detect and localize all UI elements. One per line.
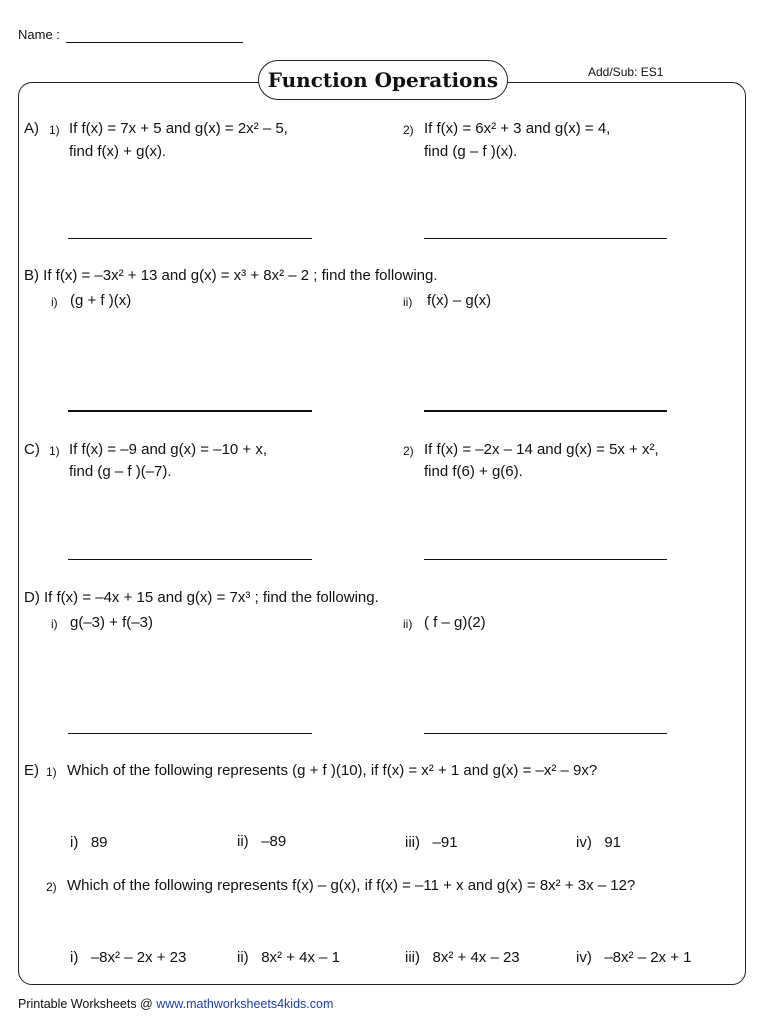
c1-line2: find (g – f )(–7). — [69, 463, 172, 480]
option-value: 8x² + 4x – 1 — [261, 949, 340, 966]
c1-number: 1) — [49, 444, 60, 458]
option-value: –8x² – 2x + 23 — [90, 949, 187, 966]
worksheet-code: Add/Sub: ES1 — [588, 65, 664, 79]
e2-question: Which of the following represents f(x) – g(x), if f(x) = –11 + x and g(x) = 8x² + 3x – 12? — [67, 877, 636, 894]
section-c-letter: C) — [24, 441, 40, 458]
c2-number: 2) — [403, 444, 414, 458]
worksheet-title: Function Operations — [258, 60, 508, 100]
worksheet-frame — [18, 82, 746, 985]
option-value: 8x² + 4x – 23 — [432, 949, 520, 966]
a2-line1: If f(x) = 6x² + 3 and g(x) = 4, — [424, 120, 611, 137]
e2-number: 2) — [46, 880, 57, 894]
footer — [18, 997, 333, 1011]
name-label: Name : — [18, 27, 60, 42]
b-i-number: i) — [51, 295, 58, 309]
option-label: ii) — [237, 833, 249, 850]
e1-option-iii[interactable] — [405, 833, 458, 853]
a2-line2: find (g – f )(x). — [424, 143, 518, 160]
section-b-stem: B) If f(x) = –3x² + 13 and g(x) = x³ + 8x² – 2 ; find the following. — [24, 267, 438, 284]
e1-number: 1) — [46, 765, 57, 779]
section-a-letter: A) — [24, 120, 39, 137]
e2-option-iv[interactable] — [576, 948, 691, 968]
a2-answer-line[interactable] — [424, 238, 667, 239]
option-value: –91 — [432, 834, 458, 851]
a1-line1: If f(x) = 7x + 5 and g(x) = 2x² – 5, — [69, 120, 288, 137]
d-ii-text: ( f – g)(2) — [424, 614, 486, 631]
b-ii-text: f(x) – g(x) — [427, 292, 492, 309]
d-i-number: i) — [51, 617, 58, 631]
e1-option-i[interactable] — [70, 833, 108, 853]
name-line[interactable] — [66, 42, 243, 43]
b-i-answer-line[interactable] — [68, 410, 312, 412]
d-ii-answer-line[interactable] — [424, 733, 667, 734]
b-ii-answer-line[interactable] — [424, 410, 667, 412]
option-label: iv) — [576, 834, 592, 851]
option-value: –8x² – 2x + 1 — [604, 949, 692, 966]
option-label: i) — [70, 949, 79, 966]
b-i-text: (g + f )(x) — [70, 292, 132, 309]
e1-option-ii[interactable] — [237, 832, 286, 852]
option-value: 89 — [90, 834, 108, 851]
section-e-letter: E) — [24, 762, 39, 779]
option-value: 91 — [604, 834, 622, 851]
b-ii-number: ii) — [403, 295, 413, 309]
e2-option-iii[interactable] — [405, 948, 520, 968]
option-label: iii) — [405, 834, 420, 851]
a1-line2: find f(x) + g(x). — [69, 143, 167, 160]
option-label: i) — [70, 834, 79, 851]
footer-site-link[interactable]: www.mathworksheets4kids.com — [156, 997, 334, 1011]
d-i-answer-line[interactable] — [68, 733, 312, 734]
c1-line1: If f(x) = –9 and g(x) = –10 + x, — [69, 441, 268, 458]
a2-number: 2) — [403, 123, 414, 137]
c2-answer-line[interactable] — [424, 559, 667, 560]
e2-option-i[interactable] — [70, 948, 186, 968]
option-label: ii) — [237, 949, 249, 966]
d-ii-number: ii) — [403, 617, 413, 631]
option-label: iii) — [405, 949, 420, 966]
section-d-stem: D) If f(x) = –4x + 15 and g(x) = 7x³ ; find the following. — [24, 589, 379, 606]
a1-answer-line[interactable] — [68, 238, 312, 239]
c2-line1: If f(x) = –2x – 14 and g(x) = 5x + x², — [424, 441, 659, 458]
d-i-text: g(–3) + f(–3) — [70, 614, 153, 631]
option-value: –89 — [261, 833, 287, 850]
footer-prefix: Printable Worksheets @ — [18, 997, 157, 1011]
e2-option-ii[interactable] — [237, 948, 340, 968]
option-label: iv) — [576, 949, 592, 966]
c1-answer-line[interactable] — [68, 559, 312, 560]
a1-number: 1) — [49, 123, 60, 137]
e1-option-iv[interactable] — [576, 833, 621, 853]
e1-question: Which of the following represents (g + f )(10), if f(x) = x² + 1 and g(x) = –x² – 9x? — [67, 762, 598, 779]
c2-line2: find f(6) + g(6). — [424, 463, 523, 480]
